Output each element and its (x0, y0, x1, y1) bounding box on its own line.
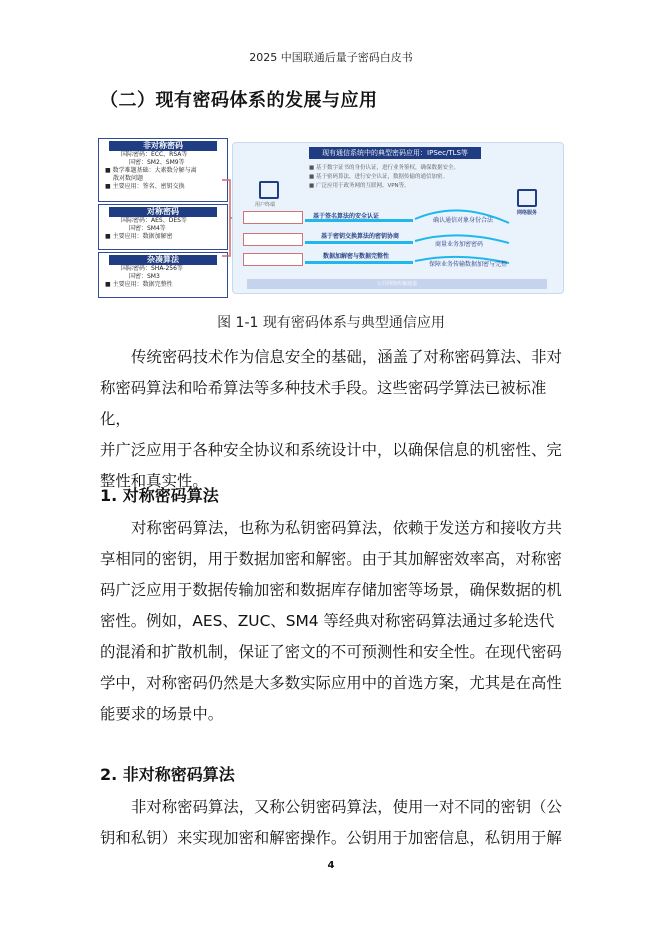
keyx-box (243, 233, 303, 246)
hash-box (98, 252, 228, 298)
sym-line: 国际密码：AES、DES等 (121, 217, 187, 224)
algorithm-column (98, 138, 226, 296)
panel-bullet: ■ 广泛应用于政务网的互联网、VPN等。 (309, 183, 410, 189)
symmetric-paragraph (100, 513, 566, 730)
bottom-bar: 公共网络传输通道 (247, 279, 547, 289)
hash-line: 国际密码：SHA-256等 (121, 265, 183, 272)
arrow-label: 基于签名算法的安全认证 (313, 213, 380, 220)
text-line: 整性和真实性。 (100, 472, 208, 490)
asymmetric-title: 非对称密码 (109, 141, 217, 151)
application-panel (232, 142, 564, 294)
sym-line: ■ 主要应用：数据加解密 (105, 233, 173, 240)
figure-diagram (98, 138, 564, 298)
text-line: 密性。例如，AES、ZUC、SM4 等经典对称密码算法通过多轮迭代 (100, 612, 555, 630)
text-line: 称密码算法和哈希算法等多种技术手段。这些密码学算法已被标准化， (100, 379, 547, 428)
asym-line: 国际密码：ECC、RSA等 (121, 151, 188, 158)
text-line: 的混淆和扩散机制，保证了密文的不可预测性和安全性。在现代密码 (100, 643, 562, 661)
page-header: 2025 中国联通后量子密码白皮书 (249, 51, 413, 64)
sign-box (243, 211, 303, 224)
server-label: 网络服务 (517, 210, 538, 216)
asym-line: 散对数问题 (113, 175, 144, 182)
text-line: 享相同的密钥，用于数据加密和解密。由于其加解密效率高，对称密 (100, 550, 562, 568)
right-label: 商量业务加密密码 (435, 241, 484, 248)
subheading-asymmetric: 2. 非对称密码算法 (100, 765, 235, 784)
right-label: 保障业务传输数据加密与完整 (429, 261, 508, 268)
sym-line: 国密：SM4等 (129, 225, 166, 232)
server-icon (517, 189, 537, 207)
asym-line: ■ 主要应用：签名、密钥交换 (105, 183, 185, 190)
arrow-data (305, 261, 413, 264)
section-title: （二）现有密码体系的发展与应用 (100, 90, 378, 111)
asym-line: ■ 数学难题基础：大素数分解与离 (105, 167, 197, 174)
page-number: 4 (327, 860, 335, 871)
panel-title: 现有通信系统中的典型密码应用：IPSec/TLS等 (309, 147, 481, 159)
figure-caption: 图 1-1 现有密码体系与典型通信应用 (217, 315, 445, 331)
arrow-keyx (305, 241, 413, 244)
hash-line: ■ 主要应用：数据完整性 (105, 281, 173, 288)
right-label: 确认通信对象身份合法 (433, 217, 494, 224)
terminal-icon (259, 181, 279, 199)
subheading-symmetric: 1. 对称密码算法 (100, 486, 219, 505)
intro-paragraph (100, 342, 566, 497)
arrow-label: 数据加解密与数据完整性 (323, 253, 390, 260)
text-line: 并广泛应用于各种安全协议和系统设计中，以确保信息的机密性、完 (100, 441, 562, 459)
panel-bullet: ■ 基于数字证书的身份认证，进行业务鉴权，确保数据安全。 (309, 165, 459, 171)
text-line: 学中，对称密码仍然是大多数实际应用中的首选方案，尤其是在高性 (100, 674, 562, 692)
asymmetric-box (98, 138, 228, 202)
text-line: 钥和私钥）来实现加密和解密操作。公钥用于加密信息，私钥用于解 (100, 829, 562, 847)
text-line: 码广泛应用于数据传输加密和数据库存储加密等场景，确保数据的机 (100, 581, 562, 599)
hash-title: 杂凑算法 (109, 255, 217, 265)
terminal-label: 用户终端 (255, 202, 276, 208)
text-line: 对称密码算法，也称为私钥密码算法，依赖于发送方和接收方共 (131, 519, 562, 537)
symmetric-title: 对称密码 (109, 207, 217, 217)
text-line: 非对称密码算法，又称公钥密码算法，使用一对不同的密钥（公 (131, 798, 562, 816)
arrow-label: 基于密钥交换算法的密钥协商 (321, 233, 400, 240)
panel-bullet: ■ 基于密码算法，进行安全认证，数据传输的通信加密。 (309, 174, 448, 180)
symmetric-box (98, 204, 228, 250)
hash-line: 国密：SM3 (129, 273, 160, 280)
asymmetric-paragraph (100, 792, 566, 854)
data-box (243, 253, 303, 266)
text-line: 传统密码技术作为信息安全的基础，涵盖了对称密码算法、非对 (131, 348, 562, 366)
asym-line: 国密：SM2、SM9等 (129, 159, 185, 166)
text-line: 能要求的场景中。 (100, 705, 224, 723)
